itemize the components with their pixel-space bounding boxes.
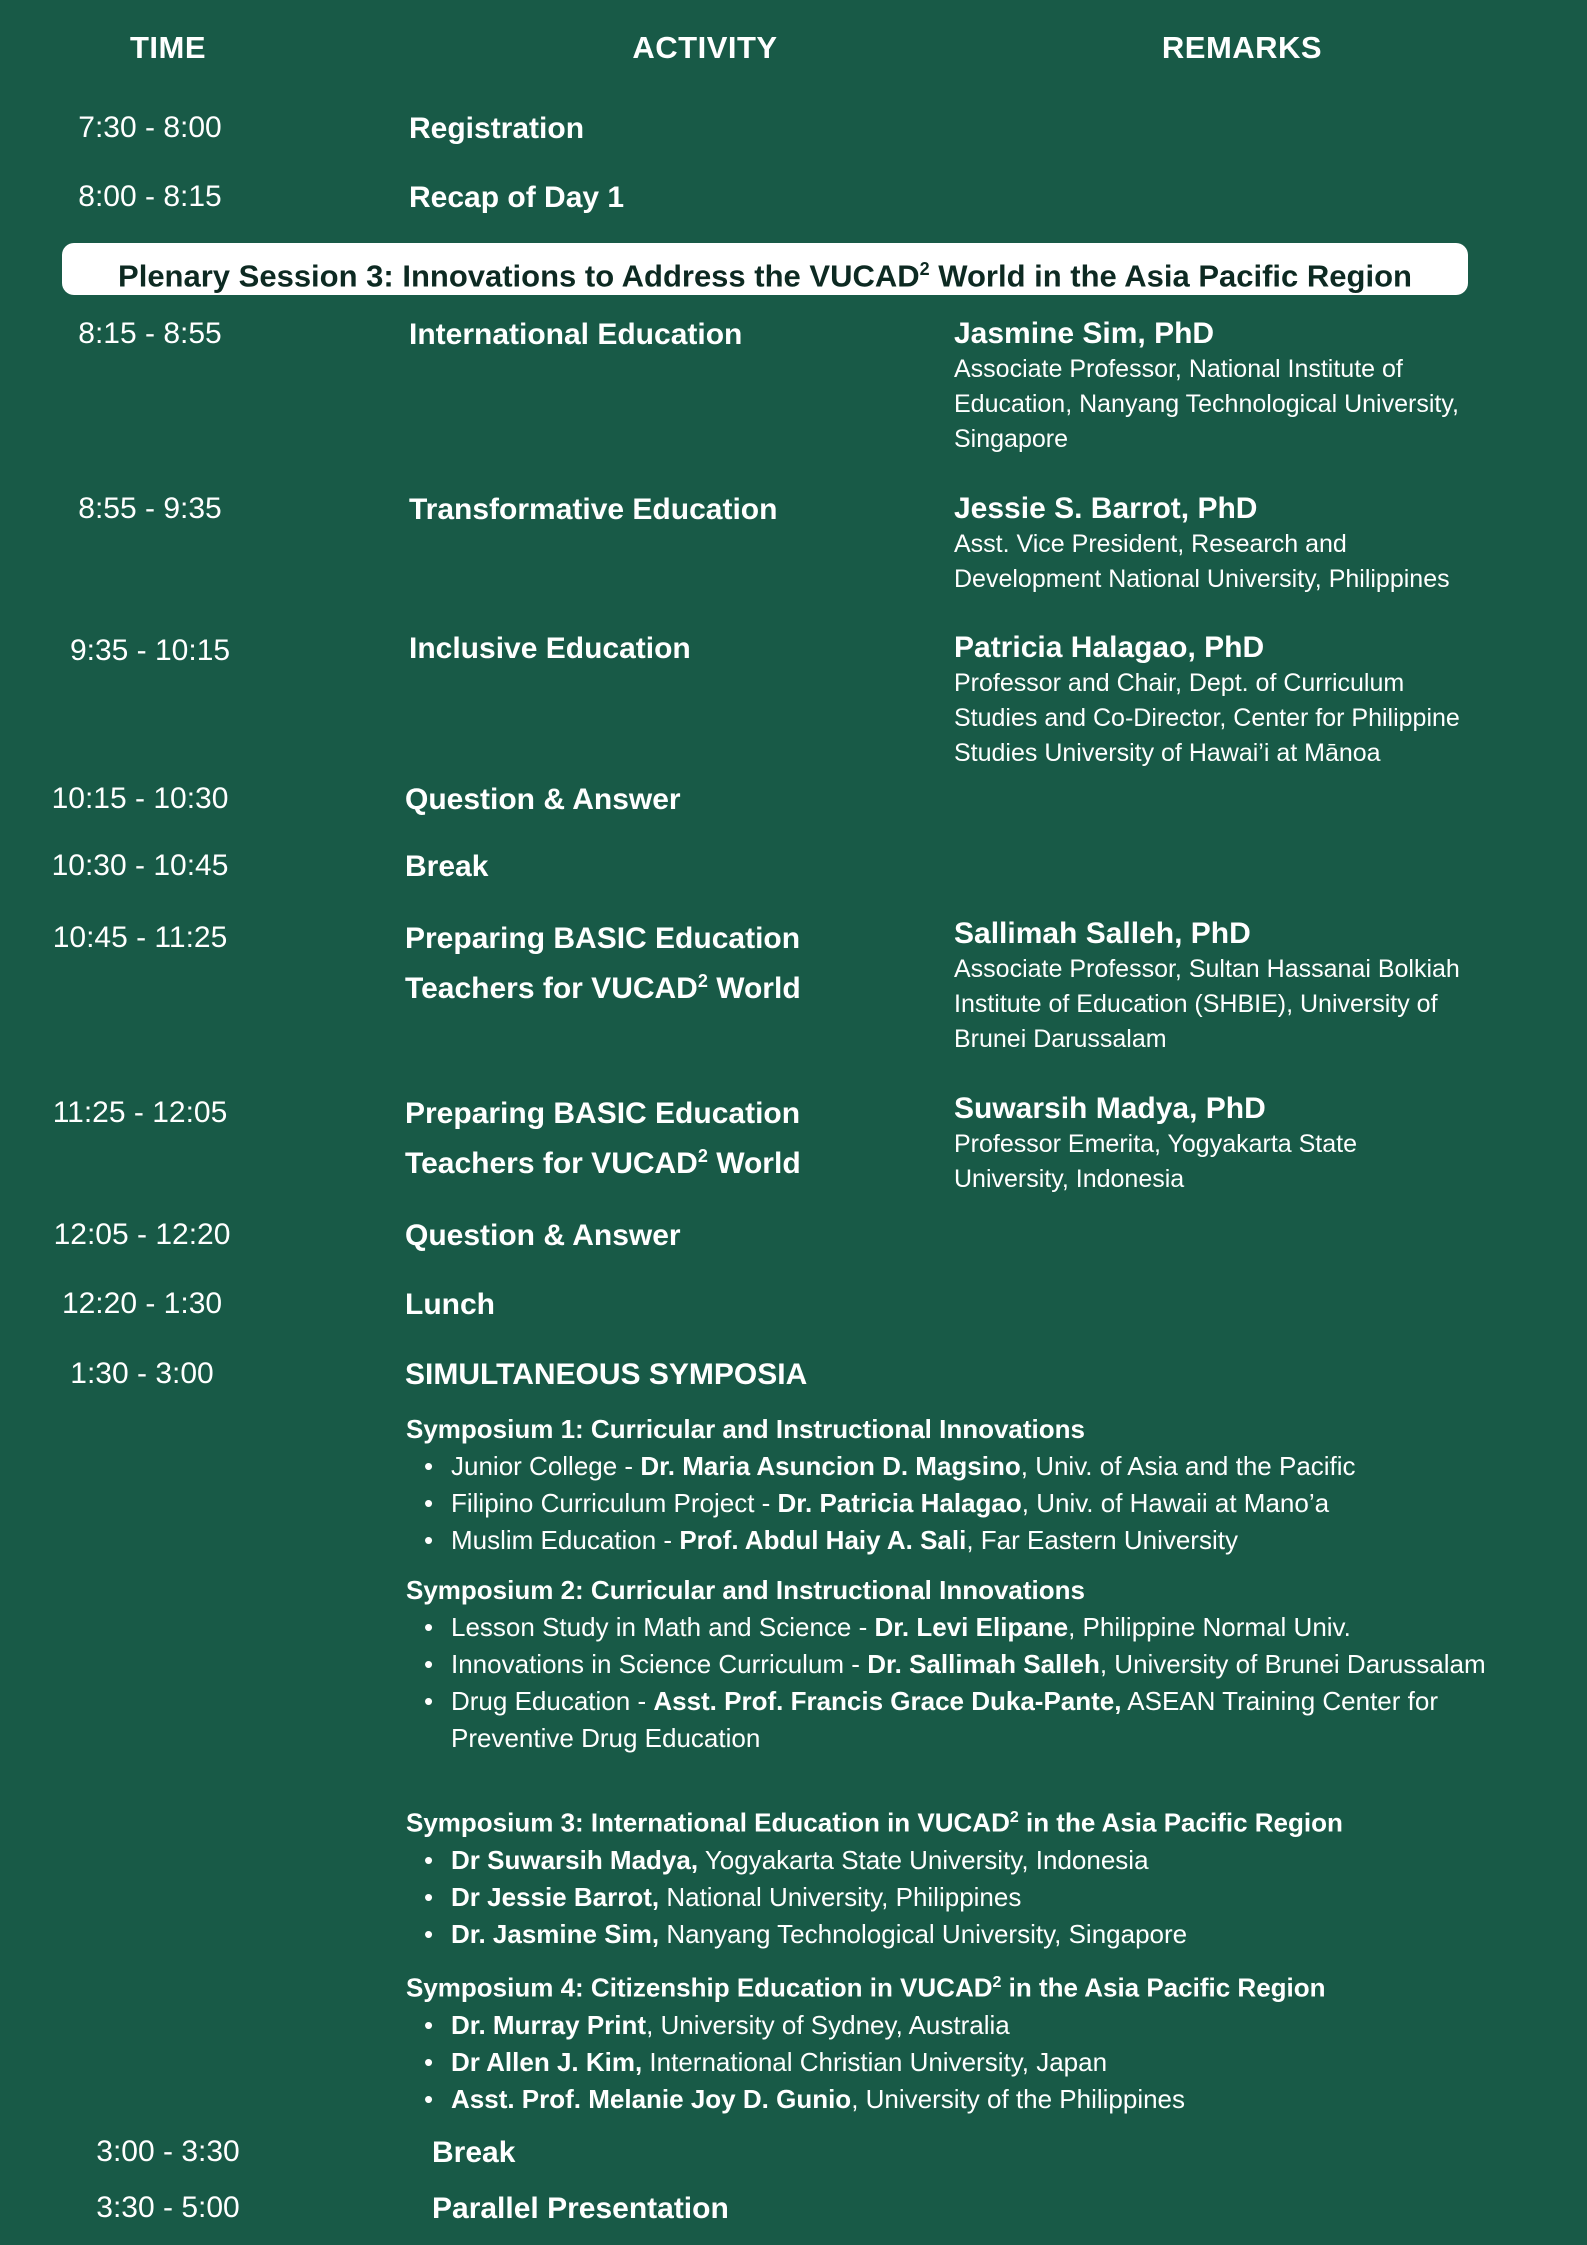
speaker-desc-line: Associate Professor, National Institute of: [954, 355, 1403, 383]
time-lunch: 12:20 - 1:30: [61, 1287, 223, 1320]
list-item: • Dr. Murray Print, University of Sydney, Australia: [406, 2007, 1556, 2044]
symposium-3: [406, 1799, 1556, 1953]
speaker-desc-line: Singapore: [954, 425, 1068, 453]
activity-basic-1: [405, 917, 801, 1010]
activity-break-2: Break: [432, 2136, 516, 2169]
activity-recap: Recap of Day 1: [409, 181, 625, 214]
list-item: • Filipino Curriculum Project - Dr. Patricia Halagao, Univ. of Hawaii at Mano’a: [406, 1485, 1556, 1522]
symposium-title: Symposium 4: Citizenship Education in VUCAD$^2$ in the Asia Pacific Region: [406, 1972, 1326, 2003]
activity-line: Preparing BASIC Education: [405, 922, 801, 955]
list-item: • Junior College - Dr. Maria Asuncion D. Magsino, Univ. of Asia and the Pacific: [406, 1448, 1556, 1485]
time-transformative: 8:55 - 9:35: [78, 492, 222, 525]
activity-registration: Registration: [409, 112, 585, 145]
time-international: 8:15 - 8:55: [78, 317, 222, 350]
symposium-4: [406, 1964, 1556, 2118]
time-inclusive: 9:35 - 10:15: [69, 634, 231, 667]
symposium-title: Symposium 2: Curricular and Instructional Innovations: [406, 1575, 1085, 1605]
speaker-desc-line: Brunei Darussalam: [954, 1025, 1167, 1053]
activity-line: Preparing BASIC Education: [405, 1097, 801, 1130]
time-registration: 7:30 - 8:00: [78, 111, 222, 144]
speaker-name: Patricia Halagao, PhD: [954, 631, 1265, 664]
list-item: • Dr. Jasmine Sim, Nanyang Technological University, Singapore: [406, 1916, 1556, 1953]
time-parallel: 3:30 - 5:00: [96, 2191, 240, 2224]
activity-qa-1: Question & Answer: [405, 783, 681, 816]
time-break-2: 3:00 - 3:30: [96, 2135, 240, 2168]
time-basic-2: 11:25 - 12:05: [52, 1096, 228, 1129]
remarks-transformative: [954, 491, 1554, 597]
symposium-title: Symposium 3: International Education in VUCAD$^2$ in the Asia Pacific Region: [406, 1807, 1343, 1838]
activity-line: Teachers for VUCAD: [405, 972, 698, 1005]
speaker-desc-line: University, Indonesia: [954, 1165, 1185, 1193]
speaker-name: Suwarsih Madya, PhD: [954, 1092, 1266, 1125]
speaker-desc-line: Education, Nanyang Technological University,: [954, 390, 1459, 418]
header-time: TIME: [129, 30, 207, 65]
activity-symposia: SIMULTANEOUS SYMPOSIA: [405, 1358, 808, 1391]
speaker-desc-line: Development National University, Philippines: [954, 565, 1450, 593]
speaker-name: Jessie S. Barrot, PhD: [954, 492, 1258, 525]
speaker-desc-line: Studies and Co-Director, Center for Philippine: [954, 704, 1460, 732]
plenary-sup: 2: [919, 259, 930, 279]
activity-sup: 2: [697, 971, 708, 991]
time-basic-1: 10:45 - 11:25: [52, 921, 228, 954]
list-item: • Innovations in Science Curriculum - Dr. Sallimah Salleh, University of Brunei Darussalam: [406, 1646, 1536, 1683]
speaker-desc-line: Associate Professor, Sultan Hassanai Bolkiah: [954, 955, 1460, 983]
time-symposia: 1:30 - 3:00: [70, 1357, 214, 1390]
header-activity: ACTIVITY: [632, 30, 778, 65]
speaker-name: Sallimah Salleh, PhD: [954, 917, 1251, 950]
activity-sup: 2: [697, 1146, 708, 1166]
time-qa-2: 12:05 - 12:20: [53, 1218, 231, 1251]
activity-international: International Education: [409, 318, 743, 351]
activity-transformative: Transformative Education: [409, 493, 778, 526]
speaker-desc-line: Studies University of Hawai’i at Mānoa: [954, 739, 1381, 767]
header-remarks: REMARKS: [1161, 30, 1323, 65]
plenary-title: Plenary Session 3: Innovations to Address the VUCAD: [118, 258, 920, 294]
activity-line-end: World: [707, 972, 801, 1005]
speaker-desc-line: Asst. Vice President, Research and: [954, 530, 1347, 558]
activity-line-end: World: [707, 1147, 801, 1180]
speaker-desc-line: Professor and Chair, Dept. of Curriculum: [954, 669, 1405, 697]
list-item: • Dr Jessie Barrot, National University, Philippines: [406, 1879, 1556, 1916]
list-item: • Asst. Prof. Melanie Joy D. Gunio, University of the Philippines: [406, 2081, 1556, 2118]
activity-parallel: Parallel Presentation: [432, 2192, 729, 2225]
remarks-inclusive: [954, 630, 1554, 771]
remarks-basic-1: [954, 916, 1554, 1057]
remarks-international: [954, 316, 1554, 457]
list-item: • Drug Education - Asst. Prof. Francis Grace Duka-Pante, ASEAN Training Center for Preventive Drug Education: [406, 1683, 1536, 1757]
activity-line: Teachers for VUCAD: [405, 1147, 698, 1180]
remarks-basic-2: [954, 1091, 1554, 1197]
list-item: • Lesson Study in Math and Science - Dr. Levi Elipane, Philippine Normal Univ.: [406, 1609, 1536, 1646]
symposium-1: [406, 1410, 1556, 1559]
list-item: • Dr Allen J. Kim, International Christian University, Japan: [406, 2044, 1556, 2081]
list-item: • Muslim Education - Prof. Abdul Haiy A. Sali, Far Eastern University: [406, 1522, 1556, 1559]
speaker-desc-line: Professor Emerita, Yogyakarta State: [954, 1130, 1357, 1158]
time-break-1: 10:30 - 10:45: [51, 849, 229, 882]
symposium-2: [406, 1571, 1536, 1757]
speaker-desc-line: Institute of Education (SHBIE), University of: [954, 990, 1438, 1018]
activity-lunch: Lunch: [405, 1288, 495, 1321]
activity-qa-2: Question & Answer: [405, 1219, 681, 1252]
activity-break-1: Break: [405, 850, 489, 883]
activity-basic-2: [405, 1092, 801, 1185]
plenary-title-end: World in the Asia Pacific Region: [929, 258, 1412, 294]
plenary-session-banner: [62, 243, 1468, 295]
symposium-title: Symposium 1: Curricular and Instructional Innovations: [406, 1414, 1085, 1444]
time-recap: 8:00 - 8:15: [78, 180, 222, 213]
activity-inclusive: Inclusive Education: [409, 632, 691, 665]
list-item: • Dr Suwarsih Madya, Yogyakarta State University, Indonesia: [406, 1842, 1556, 1879]
time-qa-1: 10:15 - 10:30: [51, 782, 229, 815]
speaker-name: Jasmine Sim, PhD: [954, 317, 1215, 350]
